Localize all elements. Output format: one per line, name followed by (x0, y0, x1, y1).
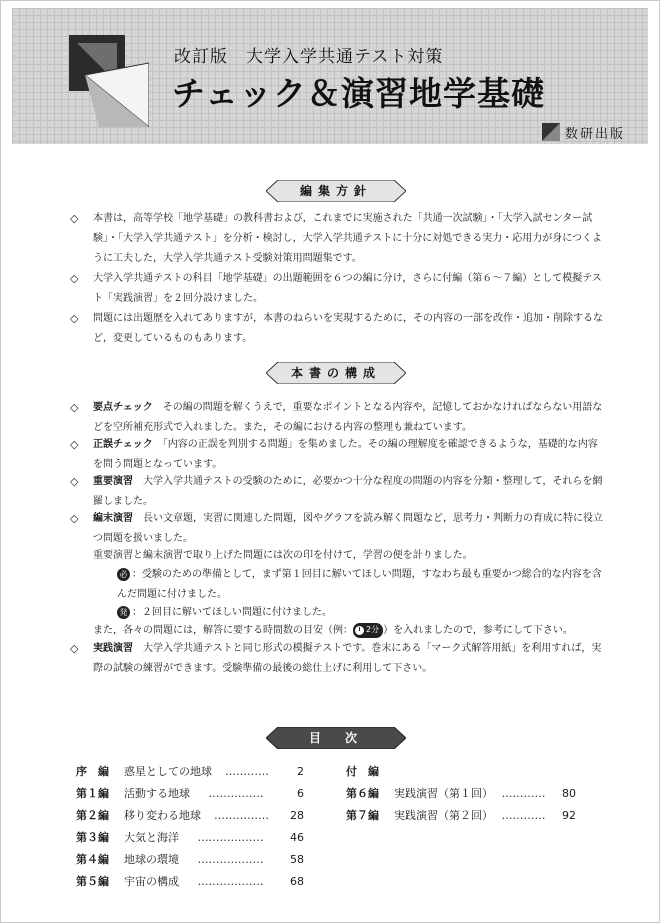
diamond-icon: ◇ (70, 312, 79, 325)
toc-part-number: 第７編 (346, 809, 379, 822)
required-mark-icon: 必 (117, 568, 130, 581)
toc-page: 92 (562, 809, 576, 822)
toc-part-number: 第３編 (76, 831, 109, 844)
policy-item (70, 209, 604, 269)
toc-part-title: 宇宙の構成 (124, 875, 179, 888)
time-badge-label: 2分 (366, 625, 380, 634)
toc-leader: ………… (501, 809, 546, 822)
toc-page: 28 (290, 809, 304, 822)
toc-page: 6 (297, 787, 304, 800)
toc-appendix-label: 付 編 (346, 765, 379, 778)
mark-a-line (117, 565, 607, 605)
toc-page: 68 (290, 875, 304, 888)
section-banner-contents (266, 727, 406, 749)
book-title: チェック＆演習地学基礎 (172, 74, 546, 113)
section-banner-editorial-policy (266, 180, 406, 202)
toc-leader: ……………… (197, 875, 264, 888)
clock-icon (355, 626, 364, 635)
mark-note: 重要演習と編末演習で取り上げた問題には次の印を付けて，学習の便を計りました。 (93, 550, 473, 561)
toc-page: 80 (562, 787, 576, 800)
structure-term: 編末演習 (93, 513, 133, 524)
toc-row[interactable] (76, 761, 304, 783)
diamond-icon: ◇ (70, 212, 79, 225)
toc-row[interactable] (76, 827, 304, 849)
time-badge (353, 623, 383, 638)
toc-part-number: 第２編 (76, 809, 109, 822)
toc-row[interactable] (346, 783, 576, 805)
policy-item (70, 269, 604, 309)
toc-part-title: 惑星としての地球 (124, 765, 212, 778)
policy-text: 大学入学共通テストの科目「地学基礎」の出題範囲を６つの編に分け，さらに付編（第６～７編）として模擬テスト「実践演習」を２回分設けました。 (93, 273, 602, 304)
folded-square-logo-icon (69, 35, 149, 127)
structure-item (70, 639, 604, 679)
publisher-logo-icon (542, 123, 560, 141)
time-note-before: また，各々の問題には，解答に要する時間数の目安（例： (93, 625, 353, 636)
publisher (542, 123, 625, 141)
diamond-icon: ◇ (70, 642, 79, 655)
toc-leader: ………… (225, 765, 269, 778)
time-note-after: ）を入れましたので，参考にして下さい。 (383, 625, 573, 636)
diamond-icon: ◇ (70, 438, 79, 451)
cover-header (12, 8, 648, 144)
structure-text: 大学入学共通テストと同じ形式の模擬テストです。巻末にある「マーク式解答用紙」を利用すれば，実際の試験の練習ができます。受験準備の最後の総仕上げに利用して下さい。 (93, 643, 602, 674)
structure-term: 正誤チェック (93, 439, 153, 450)
diamond-icon: ◇ (70, 401, 79, 414)
toc-page: 2 (297, 765, 304, 778)
structure-term: 実践演習 (93, 643, 133, 654)
toc-part-number: 第５編 (76, 875, 109, 888)
section-heading: 本書の構成 (290, 366, 381, 380)
publisher-name: 数研出版 (565, 126, 626, 142)
mark-a-text: ：受験のための準備として，まず第１回目に解いてほしい問題，すなわち最も重要かつ総合的な内容を含んだ問題に付けました。 (117, 569, 602, 600)
toc-part-title: 移り変わる地球 (124, 809, 201, 822)
toc-row[interactable] (76, 849, 304, 871)
toc-row[interactable] (76, 871, 304, 893)
toc-part-number: 第１編 (76, 787, 109, 800)
structure-item (70, 435, 604, 475)
policy-item (70, 309, 604, 349)
toc-leader: …………… (214, 809, 269, 822)
toc-row[interactable] (76, 805, 304, 827)
toc-part-title: 地球の環境 (124, 853, 179, 866)
toc-part-number: 第４編 (76, 853, 109, 866)
toc-part-title: 大気と海洋 (124, 831, 179, 844)
toc-right-column (346, 761, 576, 827)
structure-item (70, 472, 604, 512)
mark-b-line (117, 603, 607, 623)
diamond-icon: ◇ (70, 272, 79, 285)
toc-page: 46 (290, 831, 304, 844)
structure-text: 「内容の正誤を判別する問題」を集めました。その編の理解度を確認できるような，基礎的な内容を問う問題となっています。 (93, 439, 598, 470)
diamond-icon: ◇ (70, 512, 79, 525)
policy-text: 本書は，高等学校「地学基礎」の教科書および，これまでに実施された「共通一次試験」・「大学入試センター試験」・「大学入学共通テスト」を分析・検討し，大学入学共通テストに十分に対処できる実力・応用力が身につくように工夫した，大学入学共通テスト受験対策用問題集です。 (93, 213, 602, 264)
mark-b-text: ：２回目に解いてほしい問題に付けました。 (132, 607, 332, 618)
toc-left-column (76, 761, 304, 893)
toc-part-title: 実践演習（第２回） (394, 809, 493, 822)
toc-part-number: 第６編 (346, 787, 379, 800)
toc-part-title: 実践演習（第１回） (394, 787, 493, 800)
structure-item (70, 509, 604, 549)
policy-text: 問題には出題歴を入れてありますが，本書のねらいを実現するために，その内容の一部を改作・追加・削除するなど，変更しているものもあります。 (93, 313, 603, 344)
structure-text: 大学入学共通テストの受験のために，必要かつ十分な程度の問題の内容を分類・整理して，それらを網羅しました。 (93, 476, 603, 507)
advanced-mark-icon: 発 (117, 606, 130, 619)
book-subtitle: 改訂版 大学入学共通テスト対策 (174, 47, 444, 67)
toc-leader: …………… (208, 787, 264, 800)
toc-leader: ……………… (197, 831, 264, 844)
toc-part-number: 序 編 (76, 765, 109, 778)
structure-item (70, 398, 604, 438)
structure-term: 要点チェック (93, 402, 153, 413)
toc-leader: ………… (501, 787, 546, 800)
section-heading: 編集方針 (299, 184, 372, 198)
toc-page: 58 (290, 853, 304, 866)
time-note (93, 621, 573, 641)
toc-row[interactable] (76, 783, 304, 805)
toc-appendix-header (346, 761, 576, 783)
toc-part-title: 活動する地球 (124, 787, 190, 800)
toc-leader: ……………… (197, 853, 264, 866)
structure-text: その編の問題を解くうえで，重要なポイントとなる内容や，記憶しておかなければならない用語などを空所補充形式で入れました。また，その編における内容の整理も兼ねています。 (93, 402, 603, 433)
diamond-icon: ◇ (70, 475, 79, 488)
structure-text: 長い文章題，実習に関連した問題，図やグラフを読み解く問題など，思考力・判断力の育成に特に役立つ問題を扱いました。 (93, 513, 603, 544)
section-heading: 目 次 (308, 731, 363, 745)
structure-term: 重要演習 (93, 476, 133, 487)
toc-row[interactable] (346, 805, 576, 827)
section-banner-book-structure (266, 362, 406, 384)
